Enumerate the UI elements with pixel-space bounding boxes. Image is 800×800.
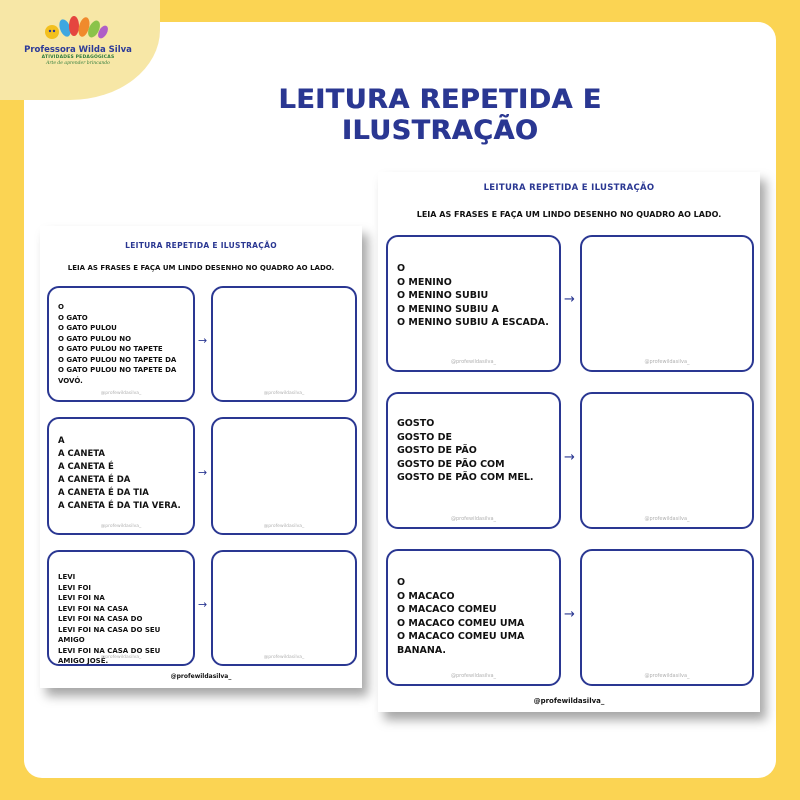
sentence-line: O MACACO COMEU bbox=[397, 604, 497, 615]
sentence-lines bbox=[397, 262, 555, 330]
sentence-line: A CANETA É DA TIA VERA. bbox=[58, 501, 181, 511]
brand-name: Professora Wilda Silva bbox=[24, 45, 132, 55]
sentence-lines bbox=[397, 417, 555, 485]
watermark: @profewildasilva_ bbox=[644, 359, 690, 365]
drawing-box[interactable] bbox=[580, 235, 754, 372]
sentence-lines bbox=[58, 302, 189, 386]
sentence-line: LEVI FOI bbox=[58, 583, 92, 592]
worksheet-right bbox=[378, 172, 760, 712]
worksheet-title: LEITURA REPETIDA E ILUSTRAÇÃO bbox=[483, 183, 655, 193]
sentence-box bbox=[386, 235, 561, 372]
sentence-lines bbox=[58, 572, 189, 667]
sentence-line: O bbox=[58, 303, 64, 311]
watermark: @profewildasilva_ bbox=[644, 516, 690, 522]
sentence-box bbox=[386, 549, 561, 686]
sentence-line: O GATO PULOU bbox=[58, 324, 117, 332]
sentence-line: LEVI FOI NA CASA DO bbox=[58, 615, 143, 623]
page-title: LEITURA REPETIDA E ILUSTRAÇÃO bbox=[278, 84, 602, 146]
sentence-line: A CANETA É DA TIA bbox=[58, 488, 149, 498]
watermark: @profewildasilva_ bbox=[263, 655, 305, 660]
sentence-line: O bbox=[397, 577, 406, 588]
sentence-line: A bbox=[58, 436, 65, 446]
watermark: @profewildasilva_ bbox=[263, 524, 305, 529]
arrow-icon: → bbox=[198, 334, 208, 347]
sentence-line: GOSTO DE PÃO COM MEL. bbox=[397, 472, 534, 483]
sentence-line: A CANETA É bbox=[58, 462, 114, 472]
worksheet-title: LEITURA REPETIDA E ILUSTRAÇÃO bbox=[125, 241, 277, 250]
watermark: @profewildasilva_ bbox=[450, 359, 497, 365]
sentence-lines bbox=[58, 435, 189, 513]
sentence-line: A CANETA bbox=[58, 449, 105, 459]
arrow-icon: → bbox=[564, 450, 575, 465]
sentence-line: O MENINO SUBIU bbox=[397, 290, 489, 301]
sentence-line: LEVI FOI NA CASA DO SEU AMIGO bbox=[58, 625, 161, 644]
sentence-line: O MENINO SUBIU A ESCADA. bbox=[397, 317, 549, 328]
sentence-line: O GATO PULOU NO TAPETE DA VOVÓ. bbox=[58, 366, 177, 385]
watermark: @profewildasilva_ bbox=[450, 673, 497, 679]
brand-subtitle: ATIVIDADES PEDAGÓGICAS bbox=[41, 55, 115, 60]
sentence-box bbox=[386, 392, 561, 529]
sentence-line: O GATO PULOU NO TAPETE bbox=[58, 345, 163, 353]
sentence-line: LEVI FOI NA CASA bbox=[58, 604, 129, 613]
watermark: @profewildasilva_ bbox=[100, 391, 142, 396]
sentence-line: O MACACO COMEU UMA bbox=[397, 617, 525, 629]
sentence-line: O MACACO COMEU UMA BANANA. bbox=[397, 631, 525, 656]
sentence-line: O bbox=[397, 263, 406, 274]
sentence-line: O MACACO bbox=[397, 590, 455, 602]
drawing-box[interactable] bbox=[580, 549, 754, 686]
colorful-hands-icon bbox=[43, 14, 113, 44]
drawing-box[interactable] bbox=[211, 417, 357, 535]
sentence-box bbox=[47, 417, 195, 535]
drawing-box[interactable] bbox=[211, 286, 357, 402]
sentence-line: O MENINO bbox=[397, 276, 452, 288]
worksheet-footer: @profewildasilva_ bbox=[170, 673, 232, 680]
watermark: @profewildasilva_ bbox=[450, 516, 497, 522]
sentence-line: A CANETA É DA bbox=[58, 475, 131, 485]
sentence-line: GOSTO bbox=[397, 418, 435, 429]
watermark: @profewildasilva_ bbox=[263, 391, 305, 396]
worksheet-instruction: LEIA AS FRASES E FAÇA UM LINDO DESENHO NO QUADRO AO LADO. bbox=[67, 264, 335, 272]
worksheet-footer: @profewildasilva_ bbox=[533, 697, 605, 705]
sentence-line: LEVI bbox=[58, 573, 76, 581]
worksheet-left bbox=[40, 226, 362, 688]
sentence-line: GOSTO DE PÃO COM bbox=[397, 458, 505, 470]
drawing-box[interactable] bbox=[580, 392, 754, 529]
watermark: @profewildasilva_ bbox=[100, 524, 142, 529]
drawing-box[interactable] bbox=[211, 550, 357, 666]
sentence-line: O MENINO SUBIU A bbox=[397, 303, 499, 315]
watermark: @profewildasilva_ bbox=[644, 673, 690, 679]
arrow-icon: → bbox=[564, 292, 575, 307]
worksheet-instruction: LEIA AS FRASES E FAÇA UM LINDO DESENHO NO QUADRO AO LADO. bbox=[416, 210, 722, 219]
sentence-line: LEVI FOI NA bbox=[58, 594, 105, 602]
sentence-line: O GATO bbox=[58, 313, 88, 322]
brand-logo bbox=[18, 14, 138, 84]
arrow-icon: → bbox=[198, 598, 208, 611]
brand-tagline: Arte de aprender brincando bbox=[46, 61, 110, 66]
sentence-line: LEVI FOI NA CASA DO SEU AMIGO JOSÉ. bbox=[58, 646, 161, 665]
arrow-icon: → bbox=[564, 607, 575, 622]
watermark: @profewildasilva_ bbox=[100, 655, 142, 660]
sentence-line: GOSTO DE PÃO bbox=[397, 445, 477, 456]
sentence-line: O GATO PULOU NO bbox=[58, 334, 132, 343]
sentence-box bbox=[47, 550, 195, 666]
sentence-line: GOSTO DE bbox=[397, 431, 452, 443]
sentence-line: O GATO PULOU NO TAPETE DA bbox=[58, 355, 177, 364]
sentence-box bbox=[47, 286, 195, 402]
arrow-icon: → bbox=[198, 466, 208, 479]
sentence-lines bbox=[397, 576, 555, 657]
